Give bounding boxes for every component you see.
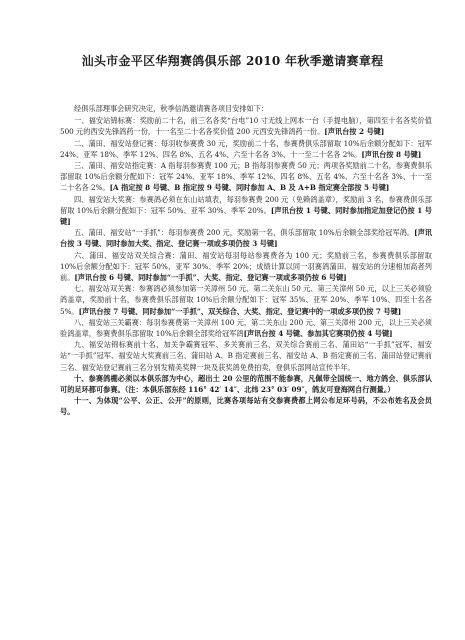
rule-note: [声讯台按 6 号键、同时参加“一手抓”、大奖、指定、登记赛一项或多项仍按 6 号键] [74, 273, 347, 283]
rule-note: [声讯台按 7 号键、同时参加“一手抓”、双关综合、大奖、指定、登记赛中的一项或多项仍按 7 号键] [78, 306, 402, 316]
rule-paragraph-4 [60, 194, 432, 228]
rule-note: [声讯台按 1 号键、同时参加指定加登记仍按 1 号键] [60, 205, 432, 227]
rule-note: [声讯台按 2 号键] [324, 127, 385, 137]
rule-text: 四、福安站大奖赛：参赛鸽必须在东山站填表，每羽参赛费 200 元（免赖鸽盖章），奖励前 3 名，参赛费俱乐部留取 10%后余额分配如下：冠军 50%、亚军 30%、季军 20%。 [60, 194, 432, 215]
rule-text: 九、福安站锦标赛前十名、加关争霸赛冠军、多关赛前三名、双关综合赛前三名、蒲田站“一手抓”冠军、福安站“一手抓”冠军、福安站大奖赛前三名、蒲田站 A、B 指定赛前三名、福安站 A、B 指定赛前三名、蒲田站登记赛前三名、福安站登记赛前三名分别发精美奖牌一块及获奖鸽免费拍卖，登俱乐部网站宣传半年。 [60, 340, 432, 372]
rule-paragraph-10 [60, 373, 432, 395]
rule-note: 十、参赛鸽棚必须以本俱乐部为中心，超出土 20 公里的范围不能参赛，凡佩带全国统一、地方鸽会、俱乐部认可的足环都可参赛。（注：本俱乐部东经 116° 42′ 14″、北纬 23° 03′ 09″，鸽友可登海网自行测量。） [60, 373, 432, 395]
intro-paragraph: 经俱乐部理事会研究决定，秋季信鸽邀请赛各项目安排如下： [74, 104, 269, 113]
rule-paragraph-5 [60, 227, 432, 249]
rule-note: [A 指定按 8 号键、B 指定按 9 号键、同时参加 A、B 及 A+B 指定赛全部按 5 号键] [109, 183, 390, 193]
rule-text: 三、蒲田、福安站指定赛：A 指每羽参赛费 100 元；B 指每羽参赛费 50 元；两项各奖励前二十名，参赛费俱乐部留取 10%后余额分配如下：冠军 24%、亚军 18%、季军 12%、四名 8%、五名 4%、六至十名各 3%、十一至二十名各 2%。 [60, 161, 432, 193]
rule-paragraph-6 [60, 250, 432, 284]
document-title: 汕头市金平区华翔赛鸽俱乐部 2010 年秋季邀请赛章程 [81, 54, 384, 68]
rule-note: [声讯台按 8 号键] [361, 149, 422, 159]
rule-paragraph-9 [60, 339, 432, 373]
rule-paragraph-1 [60, 115, 432, 137]
rule-note: [声讯台按 3 号键、同时参加大奖、指定、登记赛一项或多项仍按 3 号键] [60, 228, 432, 249]
rule-paragraph-7 [60, 283, 432, 317]
document-body [60, 103, 432, 418]
rule-note: 十一、为体现“公平、公正、公开”的原则，比赛各项每站有交参赛费都上网公布足环号码，不公布姓名及会员号。 [60, 396, 432, 417]
rule-paragraph-3 [60, 160, 432, 194]
rule-text: 一、福安站锦标赛：奖励前二十名，前三名各奖“台电”10 寸无线上网本一台（手提电脑），第四至十名各奖价值 500 元的西安先锋鸽药一份，十一名至二十名各奖价值 200 元西安先锋鸽药一份。 [60, 116, 432, 137]
rule-note: [声讯台按 4 号键、参加其它赛项仍按 4 号键] [243, 329, 393, 339]
rule-text: 二、蒲田、福安站登记赛：每羽收参赛费 30 元，奖励前二十名，参赛费俱乐部留取 10%后余额分配如下：冠军 24%、亚军 18%、季军 12%、四名 8%、五名 4%、六至十名各 3%、十一至二十名各 2%。 [60, 138, 432, 159]
rule-paragraph-2 [60, 138, 432, 160]
rule-text: 七、福安站双关赛：参赛鸽必须参加第一关漳州 50 元、第二关东山 50 元、第三关漳州 50 元，以上三关必须验鸽盖章，奖励前十名，参赛费俱乐部留取 10%后余额分配如下：冠军 35%、亚军 20%、季军 10%、四至十名各 5%。 [60, 284, 432, 316]
rule-text: 八、福安站三关霸赛：每羽参赛费第一关漳州 100 元，第二关东山 200 元、第三关漳州 200 元，以上三关必须验鸽盖章，参赛费俱乐部留取 10%后余额全部奖给冠军鸽 [60, 317, 432, 339]
rule-paragraph-11 [60, 395, 432, 417]
rule-paragraph-8 [60, 317, 432, 339]
rule-text: 五、蒲田、福安站“一手抓”：每羽参赛费 200 元，奖励第一名，俱乐部留取 10%后余额全部奖给冠军鸽。 [74, 228, 415, 238]
rule-text: 六、蒲田、福安站双关综合赛：蒲田、福安站每羽每站参赛费各为 100 元；奖励前三名，参赛费俱乐部留取 10%后余额分配如下：冠军 50%、亚军 30%、季军 20%；成绩计算以同一羽赛鸽蒲田、福安站的分速相加高者列前。 [60, 250, 432, 283]
